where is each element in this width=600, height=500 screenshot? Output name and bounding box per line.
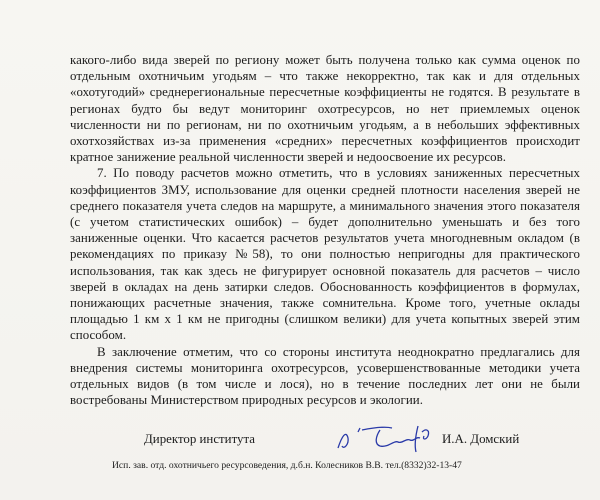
signature-block <box>144 428 544 456</box>
signatory-name: И.А. Домский <box>442 432 520 446</box>
paragraph-item-7: 7. По поводу расчетов можно отметить, что в условиях заниженных пересчетных коэффициентов ЗМУ, использование для оценки средней плотности населения зверей не среднего показателя учета следов на маршруте, а минимального значения этого показателя (с учетом статистических ошибок) – будет дополнительно уменьшать и без того заниженные оценки. Что касается расчетов результатов учета многодневным окладом (в рекомендациях по приказу №58), то они полностью непригодны для практического использования, так как здесь не фигурирует основной показатель для расчетов – число зверей в окладах на день затирки следов. Обоснованность коэффициентов в формулах, понижающих расчетные значения, также сомнительна. Кроме того, учетные оклады площадью 1 км х 1 км не пригодны (слишком велики) для учета копытных зверей этим способом. <box>70 166 580 343</box>
handwritten-signature-icon <box>332 418 452 458</box>
paragraph-continued: какого-либо вида зверей по региону может быть получена только как сумма оценок по отдельным охотничьим угодьям – что также некорректно, так как и для отдельных «охотугодий» среднерегиональные пересчетные коэффициенты не годятся. В результате в регионах будто бы ведут мониторинг охотресурсов, но нет приемлемых оценок численности ни по регионам, ни по охотничьим угодьям, а в небольших эффективных охотхозяйствах из-за применения «средних» пересчетных коэффициентов происходит кратное занижение реальной численности зверей и недоосвоение их ресурсов. <box>70 53 580 165</box>
document-body <box>70 52 580 408</box>
signatory-title: Директор института <box>144 432 255 446</box>
paragraph-conclusion: В заключение отметим, что со стороны института неоднократно предлагались для внедрения системы мониторинга охотресурсов, усовершенствованные методики учета отдельных видов (в том числе и лося), но в течение последних лет они не были востребованы Министерством природных ресурсов и экологии. <box>70 344 580 408</box>
executor-footnote: Исп. зав. отд. охотничьего ресурсоведения, д.б.н. Колесников В.В. тел.(8332)32-13-47 <box>112 460 462 471</box>
